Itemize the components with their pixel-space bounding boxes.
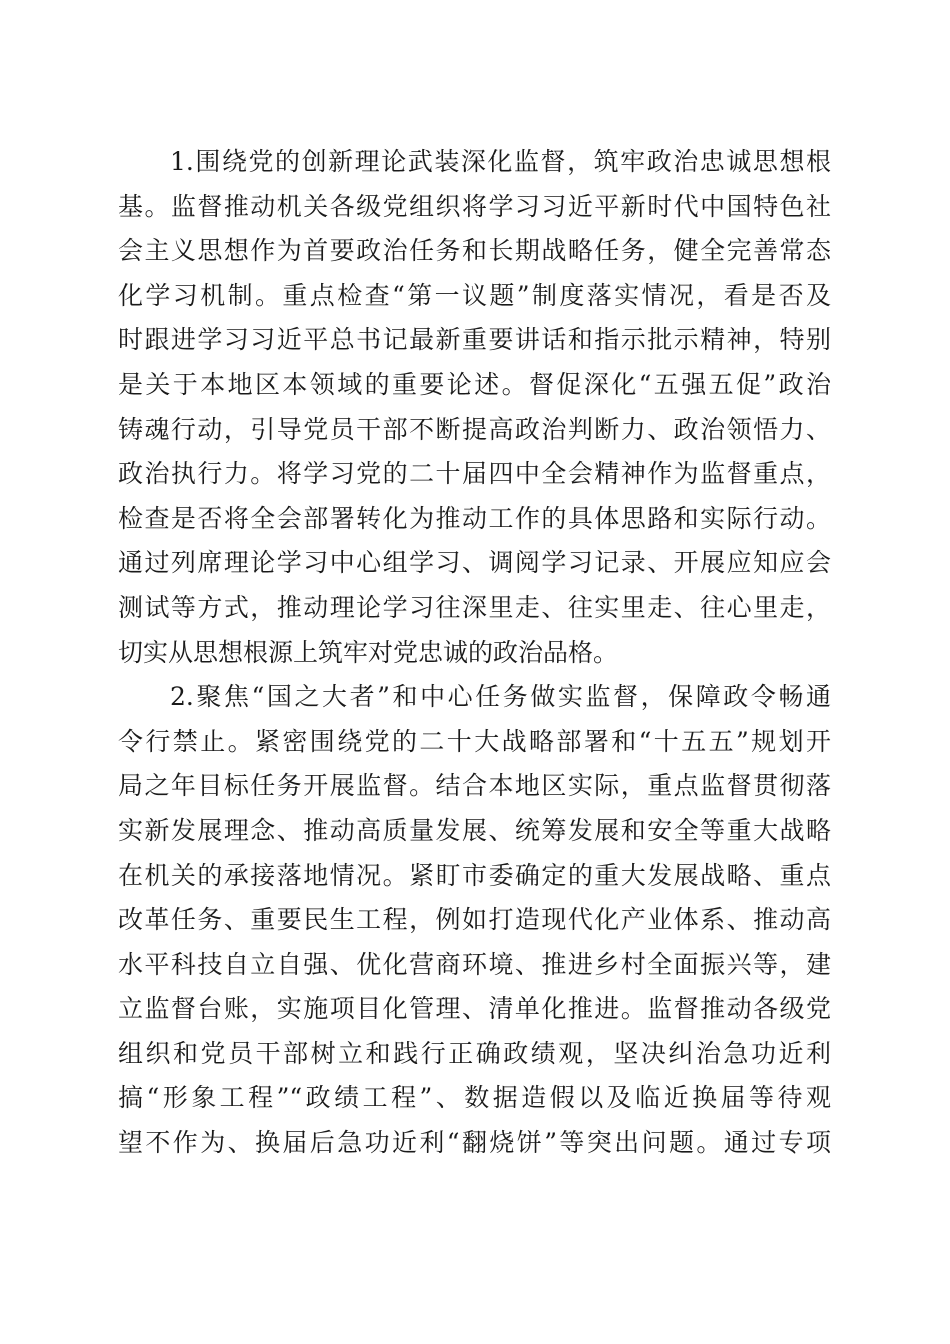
paragraph-1 <box>118 140 831 675</box>
text-line: 组织和党员干部树立和践行正确政绩观，坚决纠治急功近利 <box>118 1038 831 1068</box>
text-line: 立监督台账，实施项目化管理、清单化推进。监督推动各级党 <box>118 994 831 1024</box>
text-line: 是关于本地区本领域的重要论述。督促深化“五强五促”政治 <box>118 369 831 399</box>
text-line: 局之年目标任务开展监督。结合本地区实际，重点监督贯彻落 <box>118 771 831 801</box>
text-line: 望不作为、换届后急功近利“翻烧饼”等突出问题。通过专项 <box>118 1128 831 1158</box>
text-line: 时跟进学习习近平总书记最新重要讲话和指示批示精神，特别 <box>118 325 831 355</box>
text-line: 基。监督推动机关各级党组织将学习习近平新时代中国特色社 <box>118 191 831 221</box>
text-line: 搞“形象工程”“政绩工程”、数据造假以及临近换届等待观 <box>118 1083 831 1113</box>
text-line: 化学习机制。重点检查“第一议题”制度落实情况，看是否及 <box>118 280 831 310</box>
text-line: 会主义思想作为首要政治任务和长期战略任务，健全完善常态 <box>118 236 831 266</box>
text-line: 检查是否将全会部署转化为推动工作的具体思路和实际行动。 <box>118 503 831 533</box>
paragraph-2 <box>118 675 831 1166</box>
text-line: 改革任务、重要民生工程，例如打造现代化产业体系、推动高 <box>118 905 831 935</box>
document-body <box>118 140 831 1166</box>
text-line: 政治执行力。将学习党的二十届四中全会精神作为监督重点， <box>118 459 831 489</box>
text-line: 在机关的承接落地情况。紧盯市委确定的重大发展战略、重点 <box>118 860 831 890</box>
text-line: 实新发展理念、推动高质量发展、统筹发展和安全等重大战略 <box>118 815 831 845</box>
text-line: 切实从思想根源上筑牢对党忠诚的政治品格。 <box>118 637 619 667</box>
text-line: 令行禁止。紧密围绕党的二十大战略部署和“十五五”规划开 <box>118 726 831 756</box>
text-line: 水平科技自立自强、优化营商环境、推进乡村全面振兴等，建 <box>118 949 831 979</box>
text-line: 2.聚焦“国之大者”和中心任务做实监督，保障政令畅通 <box>170 682 831 712</box>
text-line: 1.围绕党的创新理论武装深化监督，筑牢政治忠诚思想根 <box>170 147 831 176</box>
text-line: 铸魂行动，引导党员干部不断提高政治判断力、政治领悟力、 <box>118 414 831 444</box>
text-line: 通过列席理论学习中心组学习、调阅学习记录、开展应知应会 <box>118 548 831 578</box>
text-line: 测试等方式，推动理论学习往深里走、往实里走、往心里走， <box>118 592 831 622</box>
